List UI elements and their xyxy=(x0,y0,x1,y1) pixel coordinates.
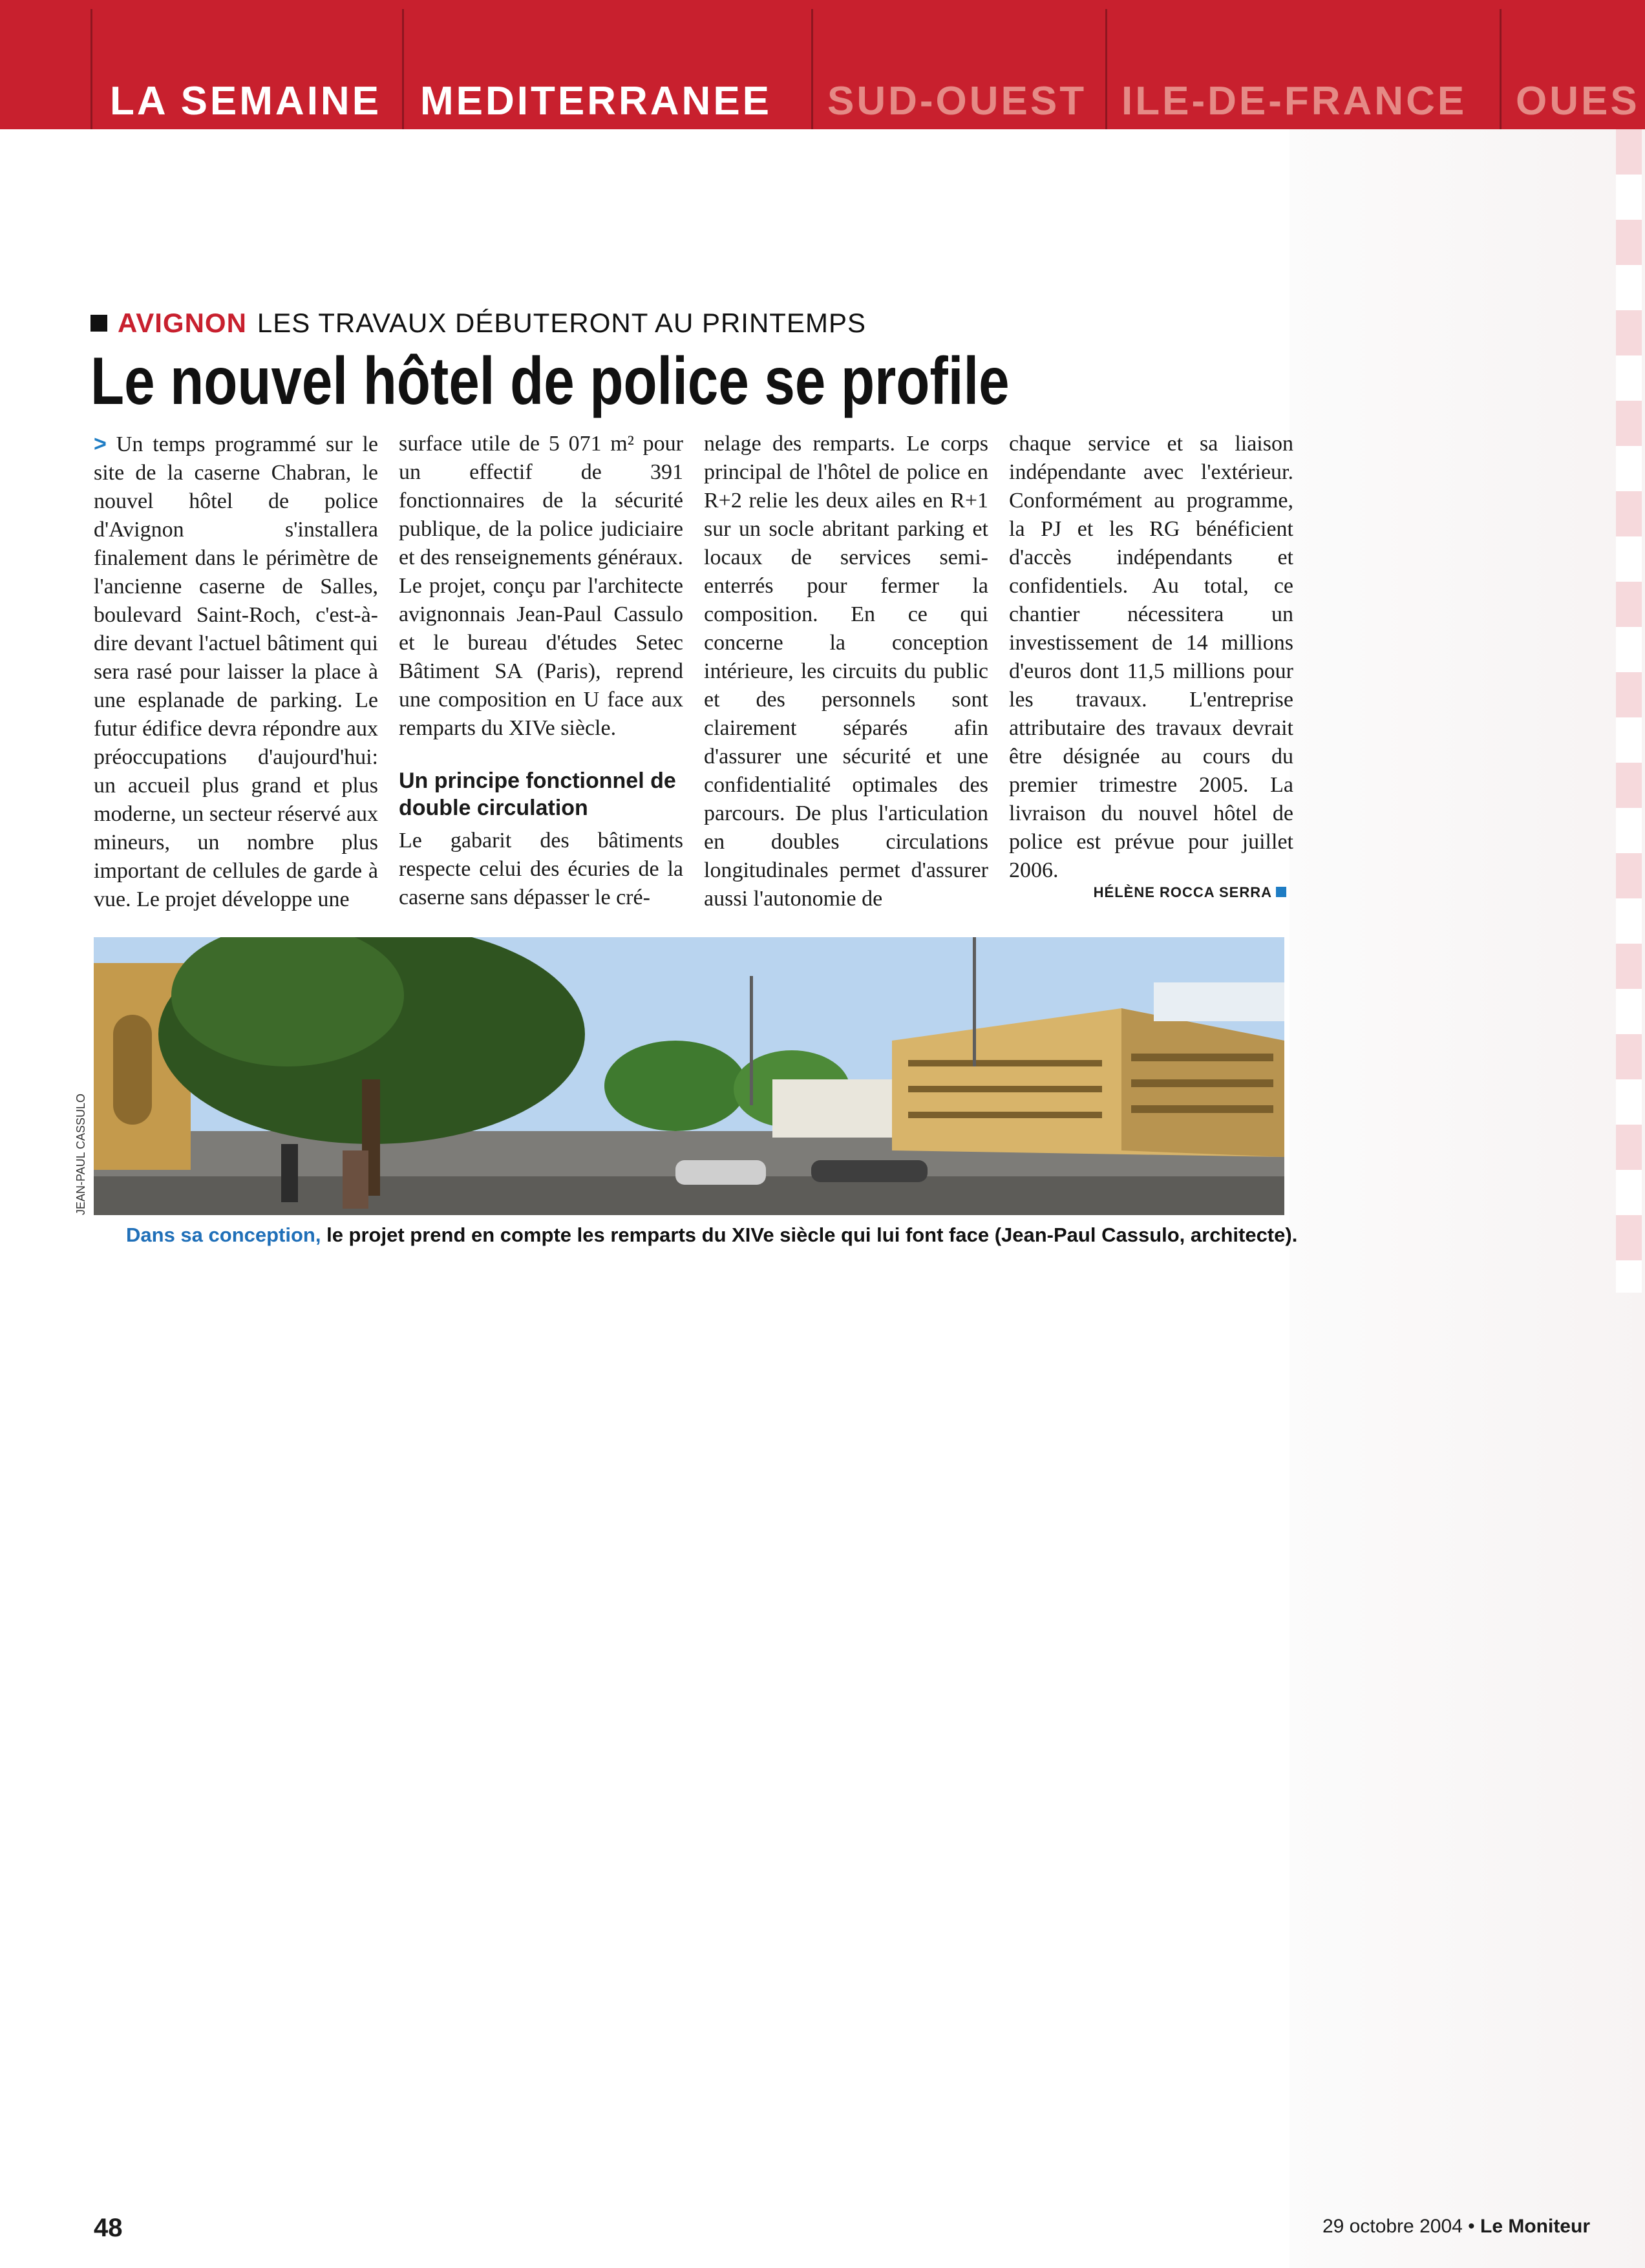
end-square-icon xyxy=(1276,887,1286,897)
article-kicker xyxy=(90,305,866,341)
article-column-3 xyxy=(704,430,988,913)
tab-ile-de-france[interactable]: ILE-DE-FRANCE xyxy=(1121,79,1467,123)
tab-sud-ouest[interactable]: SUD-OUEST xyxy=(827,79,1087,123)
article-column-2 xyxy=(399,430,683,912)
photo-credit: JEAN-PAUL CASSULO xyxy=(74,1093,87,1215)
column-4-text: chaque service et sa liaison indépendante avec l'extérieur. Conformément au programme, la PJ et les RG bénéficient d'accès indépendants et confidentiels. Au total, ce chantier nécessitera un investissement de 14 millions d'euros dont 11,5 millions pour les travaux. L'entreprise attributaire des travaux devrait être désignée au cours du premier trimestre 2005. La livraison du nouvel hôtel de police est prévue pour juillet 2006. xyxy=(1009,432,1293,882)
lead-arrow-icon: > xyxy=(94,432,107,456)
page-number: 48 xyxy=(94,2214,123,2242)
kicker-city: AVIGNON xyxy=(118,308,247,338)
column-3-text: nelage des remparts. Le corps principal de l'hôtel de police en R+2 relie les deux ailes en R+1 sur un socle abritant parking et locaux de services semi-enterrés pour fermer la composition. En ce qui concerne la conception intérieure, les circuits du public et des personnels sont clairement séparés afin d'assurer une sécurité et une confidentialité optimales des parcours. De plus l'articulation en doubles circulations longitudinales permet d'assurer aussi l'autonomie de xyxy=(704,432,988,911)
tab-divider xyxy=(90,9,92,129)
issue-date: 29 octobre 2004 • xyxy=(1322,2216,1475,2237)
page-margin-shadow xyxy=(1289,129,1645,2268)
article-subheading: Un principe fonctionnel de double circulation xyxy=(399,768,676,820)
tab-divider xyxy=(402,9,404,129)
architectural-rendering-photo xyxy=(94,937,1284,1215)
column-2-continued-text: Le gabarit des bâtiments respecte celui des écuries de la caserne sans dépasser le cré- xyxy=(399,829,683,909)
tab-divider xyxy=(1105,9,1107,129)
tab-mediterranee[interactable]: MEDITERRANEE xyxy=(420,79,772,123)
tab-divider xyxy=(811,9,813,129)
column-1-text: Un temps programmé sur le site de la caserne Chabran, le nouvel hôtel de police d'Avignon s'installera finalement dans le périmètre de l'ancienne caserne de Salles, boulevard Saint-Roch, c'est-à-dire devant l'actuel bâtiment qui sera rasé pour laisser la place à une esplanade de parking. Le futur édifice devra répondre aux préoccupations d'aujourd'hui: un accueil plus grand et plus moderne, un secteur réservé aux mineurs, un nombre plus important de cellules de garde à vue. Le projet développe une xyxy=(94,432,379,911)
rendering-illustration xyxy=(94,937,1284,1215)
tab-ouest[interactable]: OUES xyxy=(1516,79,1640,123)
article-column-4 xyxy=(1009,430,1293,885)
article-title: Le nouvel hôtel de police se profile xyxy=(90,344,1010,419)
photo-caption xyxy=(126,1224,1298,1247)
kicker-subtitle: LES TRAVAUX DÉBUTERONT AU PRINTEMPS xyxy=(257,308,866,338)
article-column-1 xyxy=(94,430,378,914)
footer-issue xyxy=(1286,2216,1590,2238)
byline-name: HÉLÈNE ROCCA SERRA xyxy=(1093,884,1272,900)
article-byline xyxy=(1008,884,1286,901)
kicker-square-icon xyxy=(90,315,107,332)
column-2-text: surface utile de 5 071 m² pour un effectif de 391 fonctionnaires de la sécurité publique, de la police judiciaire et des renseignements généraux. Le projet, conçu par l'architecte avignonnais Jean-Paul Cassulo et le bureau d'études Setec Bâtiment SA (Paris), reprend une composition en U face aux remparts du XIVe siècle. xyxy=(399,432,683,740)
tab-divider xyxy=(1500,9,1502,129)
section-header-band xyxy=(0,0,1645,129)
magazine-name: Le Moniteur xyxy=(1480,2216,1590,2237)
caption-text: le projet prend en compte les remparts du XIVe siècle qui lui font face (Jean-Paul Cassulo, architecte). xyxy=(326,1224,1298,1246)
caption-lead: Dans sa conception, xyxy=(126,1224,321,1246)
tab-la-semaine[interactable]: LA SEMAINE xyxy=(110,79,382,123)
page-edge-stripe xyxy=(1616,129,1642,1293)
